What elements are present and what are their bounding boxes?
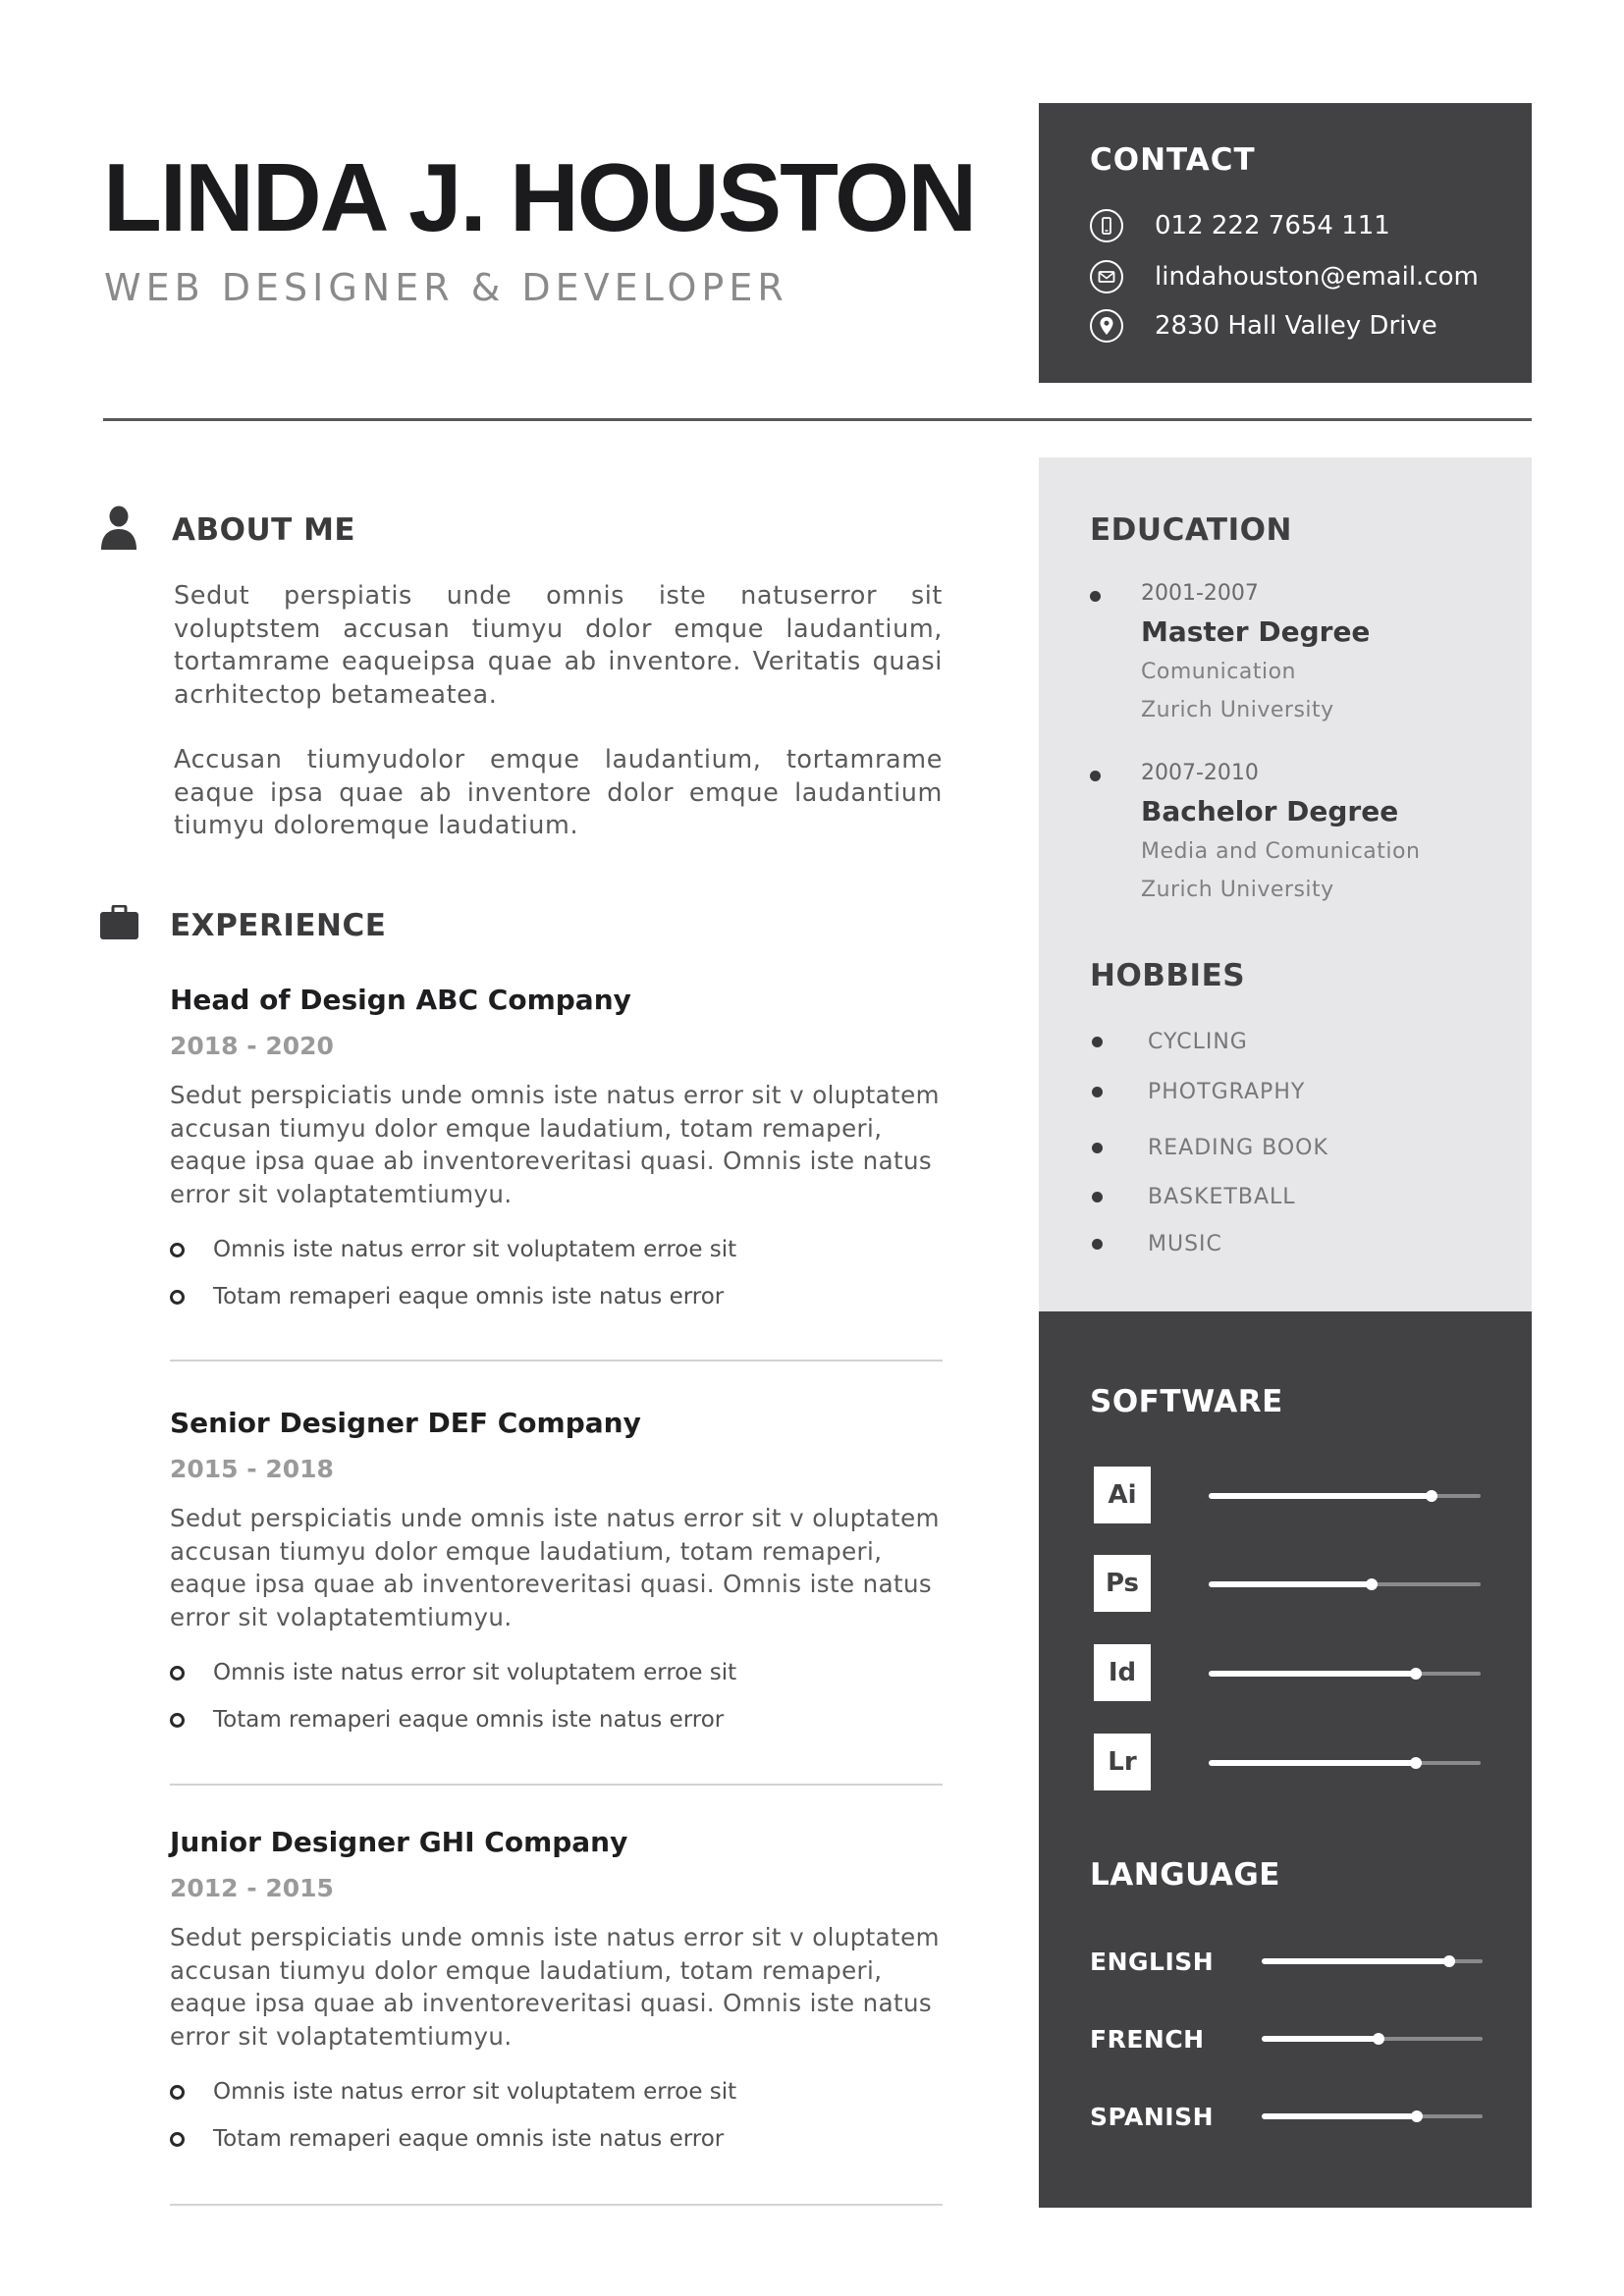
- job-bullet: Omnis iste natus error sit voluptatem erroe sit: [170, 1233, 943, 1266]
- about-title: ABOUT ME: [172, 512, 356, 548]
- skill-bar-fill: [1209, 1493, 1432, 1499]
- job-bullet-list: [170, 2075, 943, 2156]
- skill-bar-knob: [1426, 1490, 1437, 1502]
- job-description: Sedut perspiciatis unde omnis iste natus error sit v oluptatem accusan tiumyu dolor emque laudatium, totam remaperi, eaque ipsa quae ab inventoreveritasi quasi. Omnis iste natus error sit volaptatemtiumyu.: [170, 1923, 940, 2051]
- skill-bar-knob: [1410, 1757, 1422, 1769]
- hobby-item: PHOTGRAPHY: [1090, 1077, 1305, 1106]
- job-bullet: Totam remaperi eaque omnis iste natus error: [170, 2122, 943, 2156]
- phone-number: 012 222 7654 111: [1155, 211, 1390, 240]
- circle-bullet-icon: [170, 1713, 185, 1728]
- circle-bullet-icon: [170, 1243, 185, 1257]
- education-years: 2007-2010: [1141, 761, 1259, 785]
- contact-phone[interactable]: [1090, 206, 1390, 245]
- job-divider: [170, 1360, 943, 1362]
- bullet-dot-icon: [1092, 1037, 1103, 1047]
- job-bullet: Totam remaperi eaque omnis iste natus error: [170, 1703, 943, 1736]
- candidate-name: LINDA J. HOUSTON: [103, 143, 976, 251]
- contact-email[interactable]: [1090, 257, 1479, 296]
- job-divider: [170, 1784, 943, 1786]
- contact-title: CONTACT: [1090, 142, 1256, 178]
- language-bar-knob: [1411, 2110, 1423, 2122]
- job-title: Junior Designer GHI Company: [170, 1826, 628, 1858]
- job-bullet: Omnis iste natus error sit voluptatem erroe sit: [170, 1656, 943, 1689]
- software-skill-row: [1094, 1734, 1487, 1790]
- job-divider: [170, 2204, 943, 2206]
- skill-bar: [1209, 1761, 1481, 1765]
- job-entry: [170, 1826, 943, 2169]
- phone-icon: [1090, 209, 1123, 242]
- language-title: LANGUAGE: [1090, 1857, 1280, 1893]
- education-degree: Bachelor Degree: [1141, 795, 1399, 828]
- skill-bar-knob: [1366, 1578, 1378, 1590]
- hobby-item: MUSIC: [1090, 1229, 1222, 1258]
- circle-bullet-icon: [170, 2085, 185, 2100]
- language-bar: [1262, 2037, 1483, 2041]
- software-badge: Ai: [1094, 1467, 1151, 1523]
- hobby-item: READING BOOK: [1090, 1133, 1328, 1162]
- candidate-title: WEB DESIGNER & DEVELOPER: [104, 266, 788, 309]
- job-bullet-list: [170, 1233, 943, 1313]
- skill-bar-fill: [1209, 1760, 1416, 1766]
- skill-bar-knob: [1410, 1668, 1422, 1680]
- bullet-dot-icon: [1090, 591, 1101, 602]
- job-title: Head of Design ABC Company: [170, 984, 631, 1016]
- job-period: 2012 - 2015: [170, 1874, 334, 1902]
- location-pin-icon: [1090, 309, 1123, 343]
- bullet-dot-icon: [1092, 1239, 1103, 1250]
- software-badge: Id: [1094, 1644, 1151, 1701]
- education-field: Media and Comunication: [1141, 839, 1421, 864]
- software-skill-row: [1094, 1555, 1487, 1612]
- language-bar-fill: [1262, 2036, 1379, 2042]
- job-bullet-list: [170, 1656, 943, 1736]
- job-bullet: Omnis iste natus error sit voluptatem erroe sit: [170, 2075, 943, 2109]
- job-period: 2018 - 2020: [170, 1032, 334, 1060]
- header-divider: [103, 418, 1532, 421]
- bullet-dot-icon: [1092, 1143, 1103, 1153]
- job-description: Sedut perspiciatis unde omnis iste natus error sit v oluptatem accusan tiumyu dolor emque laudatium, totam remaperi, eaque ipsa quae ab inventoreveritasi quasi. Omnis iste natus error sit volaptatemtiumyu.: [170, 1504, 940, 1631]
- education-entry: [1090, 763, 1522, 901]
- about-paragraph-1: Sedut perspiatis unde omnis iste natuserror sit voluptstem accusan tiumyu dolor emque laudantium, tortamrame eaqueipsa quae ab inventore. Veritatis quasi acrhitectop betameatea.: [174, 581, 943, 710]
- experience-title: EXPERIENCE: [170, 908, 387, 943]
- person-icon: [99, 506, 138, 551]
- language-skill-row: [1090, 2099, 1542, 2134]
- language-bar-fill: [1262, 2113, 1417, 2119]
- language-bar: [1262, 2114, 1483, 2118]
- skill-bar: [1209, 1494, 1481, 1498]
- language-bar: [1262, 1959, 1483, 1963]
- language-skill-row: [1090, 1944, 1542, 1979]
- email-icon: [1090, 260, 1123, 294]
- education-degree: Master Degree: [1141, 615, 1371, 648]
- education-school: Zurich University: [1141, 698, 1334, 722]
- skill-bar-fill: [1209, 1581, 1372, 1587]
- job-entry: [170, 1407, 943, 1750]
- education-field: Comunication: [1141, 660, 1296, 684]
- software-skill-row: [1094, 1644, 1487, 1701]
- circle-bullet-icon: [170, 2132, 185, 2147]
- software-badge: Lr: [1094, 1734, 1151, 1790]
- education-hobbies-panel: [1039, 457, 1532, 1311]
- street-address: 2830 Hall Valley Drive: [1155, 311, 1437, 341]
- contact-box: [1039, 103, 1532, 383]
- contact-address: [1090, 306, 1437, 346]
- education-school: Zurich University: [1141, 878, 1334, 902]
- bullet-dot-icon: [1090, 771, 1101, 781]
- circle-bullet-icon: [170, 1290, 185, 1305]
- language-label: FRENCH: [1090, 2025, 1205, 2054]
- skill-bar: [1209, 1672, 1481, 1676]
- language-bar-fill: [1262, 1958, 1449, 1964]
- hobbies-title: HOBBIES: [1090, 958, 1246, 993]
- job-entry: [170, 984, 943, 1327]
- software-language-panel: [1039, 1311, 1532, 2208]
- bullet-dot-icon: [1092, 1087, 1103, 1097]
- language-skill-row: [1090, 2021, 1542, 2056]
- briefcase-icon: [99, 905, 139, 940]
- education-years: 2001-2007: [1141, 581, 1259, 606]
- language-bar-knob: [1373, 2033, 1384, 2045]
- job-period: 2015 - 2018: [170, 1455, 334, 1483]
- hobby-item: CYCLING: [1090, 1027, 1248, 1056]
- hobby-item: BASKETBALL: [1090, 1182, 1296, 1211]
- software-badge: Ps: [1094, 1555, 1151, 1612]
- about-paragraph-2: Accusan tiumyudolor emque laudantium, tortamrame eaque ipsa quae ab inventore dolor emque laudantium tiumyu doloremque laudatium.: [174, 745, 943, 840]
- bullet-dot-icon: [1092, 1192, 1103, 1202]
- software-title: SOFTWARE: [1090, 1384, 1283, 1419]
- email-address: lindahouston@email.com: [1155, 262, 1479, 292]
- education-entry: [1090, 583, 1522, 721]
- language-bar-knob: [1443, 1955, 1455, 1967]
- skill-bar: [1209, 1582, 1481, 1586]
- job-bullet: Totam remaperi eaque omnis iste natus error: [170, 1280, 943, 1313]
- education-title: EDUCATION: [1090, 512, 1292, 548]
- software-skill-row: [1094, 1467, 1487, 1523]
- language-label: SPANISH: [1090, 2103, 1215, 2131]
- circle-bullet-icon: [170, 1666, 185, 1681]
- job-description: Sedut perspiciatis unde omnis iste natus error sit v oluptatem accusan tiumyu dolor emque laudatium, totam remaperi, eaque ipsa quae ab inventoreveritasi quasi. Omnis iste natus error sit volaptatemtiumyu.: [170, 1081, 940, 1208]
- job-title: Senior Designer DEF Company: [170, 1407, 641, 1439]
- skill-bar-fill: [1209, 1671, 1416, 1677]
- language-label: ENGLISH: [1090, 1948, 1215, 1976]
